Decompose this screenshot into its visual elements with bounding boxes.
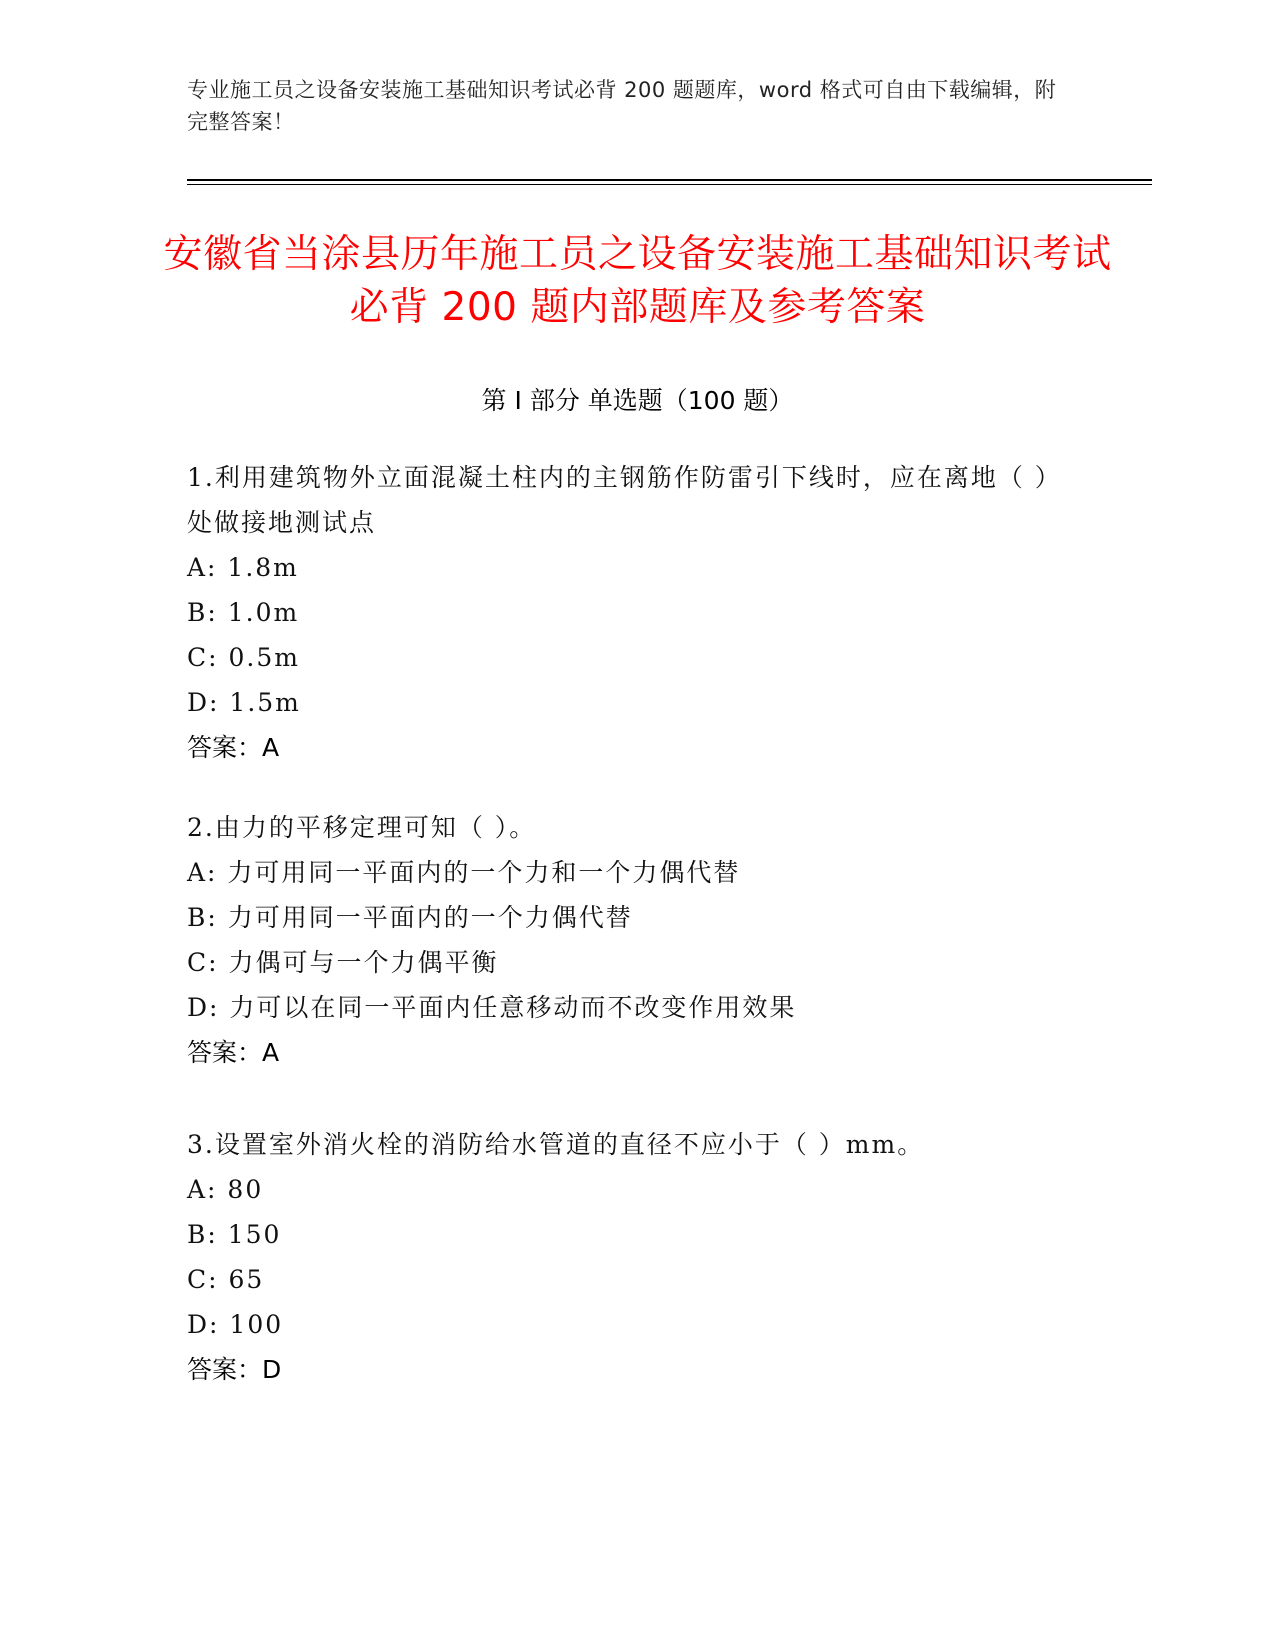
option-d: D: 力可以在同一平面内任意移动而不改变作用效果 (187, 993, 797, 1022)
option-d: D: 100 (187, 1310, 284, 1339)
question-3 (187, 1122, 1067, 1392)
answer: 答案：D (187, 1355, 282, 1384)
question-stem: 3.设置室外消火栓的消防给水管道的直径不应小于（ ）mm。 (187, 1130, 925, 1159)
section-title: 第 I 部分 单选题（100 题） (481, 386, 794, 415)
answer: 答案：A (187, 733, 280, 762)
option-b: B: 力可用同一平面内的一个力偶代替 (187, 903, 633, 932)
question-1 (187, 455, 1067, 770)
option-c: C: 0.5m (187, 643, 300, 672)
question-2 (187, 805, 1067, 1075)
option-c: C: 65 (187, 1265, 265, 1294)
option-d: D: 1.5m (187, 688, 301, 717)
header-divider-thin (187, 184, 1152, 185)
header-divider-thick (187, 179, 1152, 181)
option-a: A: 力可用同一平面内的一个力和一个力偶代替 (187, 858, 741, 887)
document-title: 安徽省当涂县历年施工员之设备安装施工基础知识考试必背 200 题内部题库及参考答案 (163, 232, 1112, 330)
option-b: B: 1.0m (187, 598, 300, 627)
answer: 答案：A (187, 1038, 280, 1067)
question-stem: 2.由力的平移定理可知（ ）。 (187, 813, 537, 842)
question-stem: 1.利用建筑物外立面混凝土柱内的主钢筋作防雷引下线时，应在离地（ ）处做接地测试点 (187, 463, 1062, 537)
header-note: 专业施工员之设备安装施工基础知识考试必背 200 题题库，word 格式可自由下载编辑，附完整答案！ (187, 78, 1057, 134)
option-a: A: 1.8m (187, 553, 299, 582)
option-a: A: 80 (187, 1175, 264, 1204)
option-b: B: 150 (187, 1220, 282, 1249)
option-c: C: 力偶可与一个力偶平衡 (187, 948, 499, 977)
